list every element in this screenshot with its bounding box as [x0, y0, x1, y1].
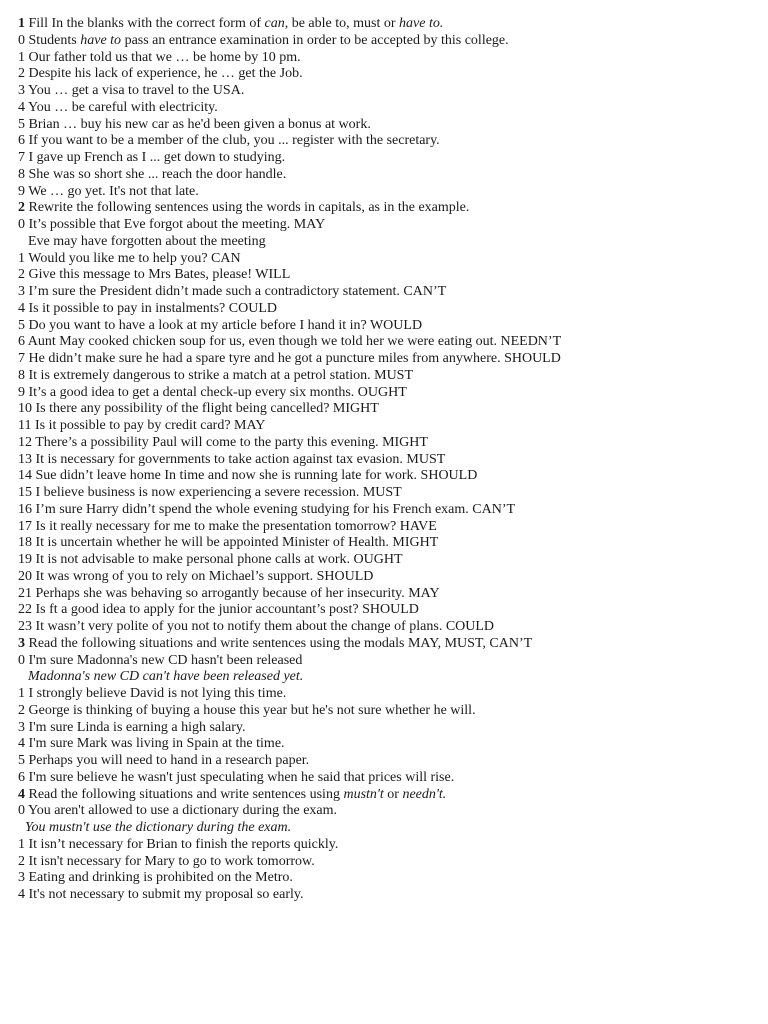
exercise-item: 22 Is ft a good idea to apply for the junior accountant’s post? SHOULD — [18, 602, 419, 618]
exercise-item: 17 Is it really necessary for me to make the presentation tomorrow? HAVE — [18, 518, 437, 534]
exercise-item: 1 Our father told us that we … be home by 10 pm. — [18, 49, 301, 65]
exercise-item: 5 Brian … buy his new car as he'd been given a bonus at work. — [18, 116, 371, 132]
heading-text: Read the following situations and write sentences using the modals MAY, MUST, CAN’T — [25, 635, 533, 651]
exercise-item: 1 It isn’t necessary for Brian to finish the reports quickly. — [18, 836, 339, 852]
exercise-item: 4 I'm sure Mark was living in Spain at the time. — [18, 736, 285, 752]
exercise-item: 12 There’s a possibility Paul will come to the party this evening. MIGHT — [18, 434, 428, 450]
exercise-item: 2 Give this message to Mrs Bates, please! WILL — [18, 267, 291, 283]
heading-text: Read the following situations and write sentences using — [25, 786, 344, 802]
exercise-item: 3 I’m sure the President didn’t made such a contradictory statement. CAN’T — [18, 284, 447, 299]
heading-text: needn't. — [402, 786, 447, 802]
exercise-item: 10 Is there any possibility of the flight being cancelled? MIGHT — [18, 401, 379, 417]
exercise-item: 15 I believe business is now experiencing a severe recession. MUST — [18, 485, 402, 500]
exercise-item: 0 It’s possible that Eve forgot about the meeting. MAY — [18, 217, 326, 232]
exercise-item: 0 You aren't allowed to use a dictionary during the exam. — [18, 803, 338, 819]
exercise-item: 3 Eating and drinking is prohibited on the Metro. — [18, 870, 293, 886]
item-text: have to — [80, 32, 122, 48]
item-text: 0 Students — [18, 32, 81, 48]
section-heading — [18, 16, 758, 33]
heading-text: Fill In the blanks with the correct form of — [25, 16, 265, 31]
exercise-item: 2 It isn't necessary for Mary to go to work tomorrow. — [18, 853, 315, 869]
exercise-item: 20 It was wrong of you to rely on Michael’s support. SHOULD — [18, 568, 374, 584]
exercise-item: 2 George is thinking of buying a house this year but he's not sure whether he will. — [18, 702, 476, 718]
heading-text: mustn't — [343, 786, 384, 802]
exercise-item: 19 It is not advisable to make personal phone calls at work. OUGHT — [18, 552, 403, 567]
item-text: pass an entrance examination in order to be accepted by this college. — [121, 32, 509, 48]
exercise-item: 4 It's not necessary to submit my proposal so early. — [18, 887, 304, 902]
heading-text: have to. — [399, 16, 444, 31]
exercise-item: 6 Aunt May cooked chicken soup for us, even though we told her we were eating out. NEEDN’T — [18, 334, 562, 350]
section-heading — [18, 636, 758, 653]
exercise-item: 7 I gave up French as I ... get down to studying. — [18, 150, 286, 165]
exercise-item: 0 I'm sure Madonna's new CD hasn't been released — [18, 652, 303, 668]
exercise-item: 21 Perhaps she was behaving so arrogantly because of her insecurity. MAY — [18, 585, 440, 601]
exercise-item: 5 Do you want to have a look at my article before I hand it in? WOULD — [18, 317, 423, 333]
exercise-item: 4 Is it possible to pay in instalments? COULD — [18, 300, 277, 316]
exercise-item: 2 Despite his lack of experience, he … get the Job. — [18, 66, 303, 82]
section-number: 1 — [18, 16, 25, 31]
worksheet-document — [18, 16, 758, 904]
exercise-item: 14 Sue didn’t leave home In time and now she is running late for work. SHOULD — [18, 468, 478, 484]
exercise-item: Eve may have forgotten about the meeting — [28, 233, 266, 249]
exercise-item: 9 We … go yet. It's not that late. — [18, 183, 199, 199]
heading-text: can, — [264, 16, 289, 31]
exercise-item: 8 She was so short she ... reach the door handle. — [18, 166, 287, 182]
exercise-item: 6 If you want to be a member of the club, you ... register with the secretary. — [18, 133, 440, 149]
exercise-item: 18 It is uncertain whether he will be appointed Minister of Health. MIGHT — [18, 535, 439, 551]
section-heading — [18, 200, 758, 217]
exercise-item: 1 Would you like me to help you? CAN — [18, 250, 241, 266]
exercise-item: 11 Is it possible to pay by credit card? MAY — [18, 418, 266, 433]
section-number: 2 — [18, 200, 25, 216]
exercise-item: 16 I’m sure Harry didn’t spend the whole evening studying for his French exam. CAN’T — [18, 501, 516, 517]
exercise-item: 3 You … get a visa to travel to the USA. — [18, 83, 245, 98]
exercise-item: 3 I'm sure Linda is earning a high salary. — [18, 719, 246, 735]
exercise-item: 9 It’s a good idea to get a dental check-up every six months. OUGHT — [18, 384, 407, 400]
heading-text: Rewrite the following sentences using the words in capitals, as in the example. — [25, 200, 470, 216]
exercise-item: 23 It wasn’t very polite of you not to notify them about the change of plans. COULD — [18, 619, 495, 634]
exercise-item: 1 I strongly believe David is not lying this time. — [18, 686, 287, 701]
exercise-item: 8 It is extremely dangerous to strike a match at a petrol station. MUST — [18, 367, 414, 383]
exercise-item: 13 It is necessary for governments to take action against tax evasion. MUST — [18, 451, 446, 467]
exercise-item: 7 He didn’t make sure he had a spare tyre and he got a puncture miles from anywhere. SHOULD — [18, 351, 561, 366]
section-number: 3 — [18, 635, 25, 651]
section-heading — [18, 787, 758, 804]
heading-text: or — [383, 786, 403, 802]
heading-text: be able to, must or — [288, 16, 400, 31]
exercise-item: 6 I'm sure believe he wasn't just speculating when he said that prices will rise. — [18, 769, 455, 785]
example-answer: You mustn't use the dictionary during the exam. — [25, 820, 292, 835]
exercise-item: 5 Perhaps you will need to hand in a research paper. — [18, 753, 310, 768]
example-answer: Madonna's new CD can't have been released yet. — [28, 669, 304, 685]
section-number: 4 — [18, 786, 25, 802]
exercise-item — [18, 33, 758, 50]
exercise-item: 4 You … be careful with electricity. — [18, 99, 218, 115]
